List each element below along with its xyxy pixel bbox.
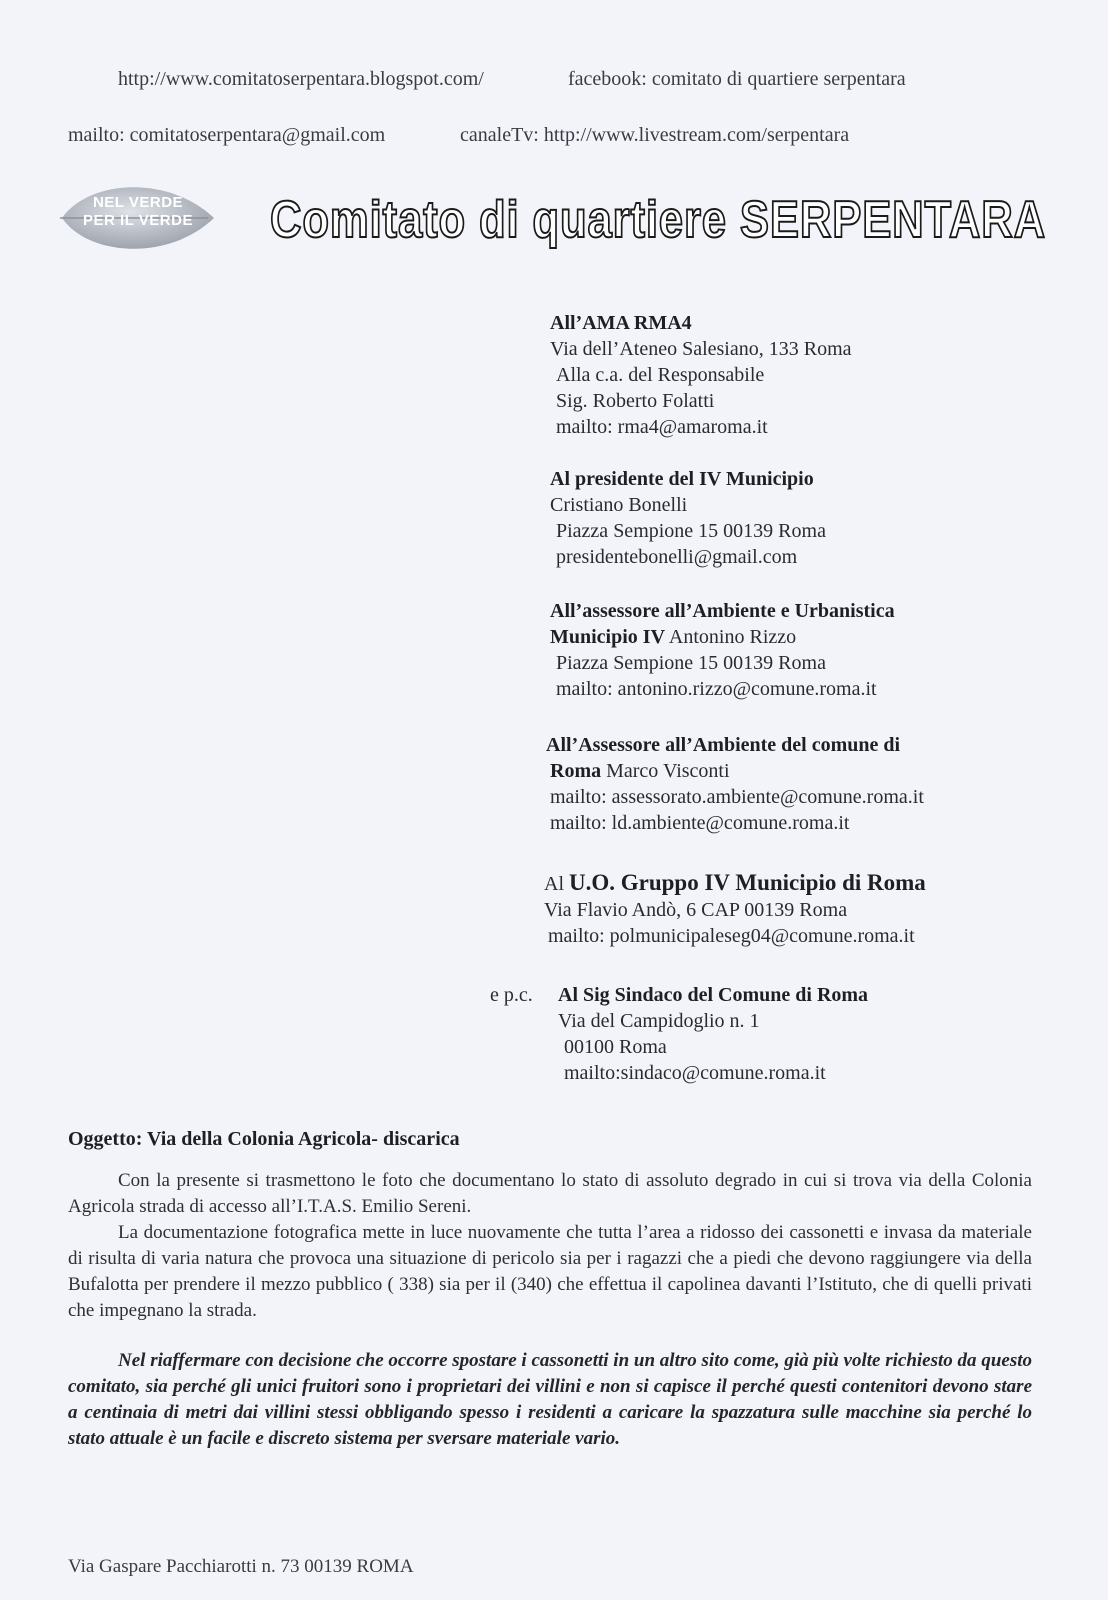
email-link[interactable]: mailto: comitatoserpentara@gmail.com	[68, 124, 386, 146]
ama-attn: Alla c.a. del Responsabile	[556, 364, 765, 386]
recipient-ama	[550, 310, 852, 440]
assessore-mun-mail[interactable]: mailto: antonino.rizzo@comune.roma.it	[556, 678, 877, 700]
body-paragraph-2: La documentazione fotografica mette in luce nuovamente che tutta l’area a ridosso dei cassonetti e invasa da materiale di risulta di varia natura che provoca una situazione di pericolo sia per i ragazzi che a piedi che devono raggiungere via della Bufalotta per prendere il mezzo pubblico ( 338) sia per il (340) che effettua il capolinea davanti l’Istituto, che di quelli privati che impegnano la strada.	[68, 1222, 1032, 1321]
body-paragraph-1: Con la presente si trasmettono le foto che documentano lo stato di assoluto degrado in cui si trova via della Colonia Agricola strada di accesso all’I.T.A.S. Emilio Sereni.	[68, 1170, 1032, 1217]
committee-title	[270, 190, 1046, 260]
blog-link[interactable]: http://www.comitatoserpentara.blogspot.com/	[118, 68, 484, 90]
assessore-mun-municipio: Municipio IV	[550, 626, 666, 648]
presidente-title: Al presidente del IV Municipio	[550, 468, 814, 490]
uo-address: Via Flavio Andò, 6 CAP 00139 Roma	[544, 899, 848, 921]
ama-name: Sig. Roberto Folatti	[556, 390, 715, 412]
ama-address: Via dell’Ateneo Salesiano, 133 Roma	[550, 338, 852, 360]
assessore-com-title: All’Assessore all’Ambiente del comune di	[546, 734, 901, 756]
assessore-mun-address: Piazza Sempione 15 00139 Roma	[556, 652, 826, 674]
sindaco-city: 00100 Roma	[564, 1036, 667, 1058]
ama-mail[interactable]: mailto: rma4@amaroma.it	[556, 416, 768, 438]
assessore-com-roma: Roma	[550, 760, 602, 782]
facebook-text: facebook: comitato di quartiere serpentara	[568, 68, 906, 90]
title-text: Comitato di quartiere SERPENTARA	[270, 191, 1046, 249]
logo-line-1: NEL VERDE	[92, 194, 184, 211]
tv-link[interactable]: canaleTv: http://www.livestream.com/serpentara	[460, 124, 850, 146]
ama-title: All’AMA RMA4	[550, 312, 692, 334]
sindaco-mail[interactable]: mailto:sindaco@comune.roma.it	[564, 1062, 826, 1084]
presidente-name: Cristiano Bonelli	[550, 494, 688, 516]
assessore-mun-name: Antonino Rizzo	[665, 626, 797, 648]
sindaco-title: Al Sig Sindaco del Comune di Roma	[558, 984, 869, 1006]
footer-address: Via Gaspare Pacchiarotti n. 73 00139 ROMA	[68, 1556, 414, 1577]
recipient-uo	[544, 870, 926, 949]
subject-line: Oggetto: Via della Colonia Agricola- discarica	[68, 1128, 460, 1150]
assessore-mun-title2	[550, 624, 895, 650]
uo-mail[interactable]: mailto: polmunicipaleseg04@comune.roma.it	[548, 925, 915, 947]
sindaco-address: Via del Campidoglio n. 1	[558, 1010, 760, 1032]
presidente-mail[interactable]: presidentebonelli@gmail.com	[556, 546, 798, 568]
presidente-address: Piazza Sempione 15 00139 Roma	[556, 520, 826, 542]
epc-label: e p.c.	[490, 984, 533, 1006]
uo-prefix: Al	[544, 873, 569, 895]
assessore-com-title2	[546, 758, 924, 784]
assessore-mun-title: All’assessore all’Ambiente e Urbanistica	[550, 600, 895, 622]
assessore-com-mail2[interactable]: mailto: ld.ambiente@comune.roma.it	[550, 812, 850, 834]
uo-title: U.O. Gruppo IV Municipio di Roma	[569, 870, 926, 895]
assessore-com-name: Marco Visconti	[601, 760, 730, 782]
uo-title-line	[544, 870, 926, 897]
recipient-assessore-comune	[546, 732, 924, 836]
recipient-assessore-municipio	[550, 598, 895, 702]
leaf-logo	[58, 178, 218, 258]
body-paragraph-3: Nel riaffermare con decisione che occorre spostare i cassonetti in un altro sito come, già più volte richiesto da questo comitato, sia perché gli unici fruitori sono i proprietari dei villini e non si capisce il perché questi contenitori devono stare a centinaia di metri dai villini stessi obbligando spesso i residenti a caricare la spazzatura sulle macchine sia perché lo stato attuale è un facile e discreto sistema per sversare materiale vario.	[68, 1350, 1032, 1449]
recipient-sindaco	[558, 982, 868, 1086]
assessore-com-mail1[interactable]: mailto: assessorato.ambiente@comune.roma.it	[550, 786, 924, 808]
recipient-presidente	[550, 466, 826, 570]
logo-line-2: PER IL VERDE	[83, 212, 193, 229]
